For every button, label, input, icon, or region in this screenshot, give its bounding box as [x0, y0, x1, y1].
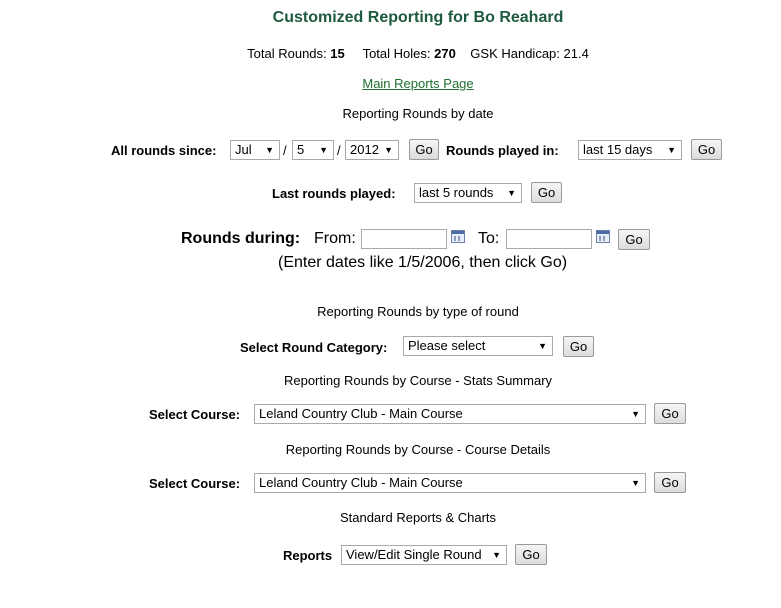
round-category-label: Select Round Category: [240, 340, 388, 355]
rounds-played-in-label: Rounds played in: [446, 143, 559, 158]
day-select[interactable] [292, 140, 334, 160]
month-select-value: Jul [235, 142, 252, 157]
stats-summary [0, 46, 781, 61]
course-summary-section-title: Reporting Rounds by Course - Stats Summary [283, 373, 553, 388]
month-select[interactable] [230, 140, 280, 160]
reports-go-button[interactable]: Go [515, 544, 547, 565]
chevron-down-icon: ▼ [384, 145, 393, 155]
handicap-label: GSK Handicap: [470, 46, 560, 61]
date-separator: / [283, 143, 287, 158]
main-reports-link-row [0, 76, 781, 91]
course-summary-label: Select Course: [149, 407, 241, 422]
calendar-icon[interactable] [451, 230, 465, 243]
total-holes-label: Total Holes: [362, 46, 431, 61]
round-category-select[interactable] [403, 336, 553, 356]
played-in-select[interactable] [578, 140, 682, 160]
course-details-select[interactable] [254, 473, 646, 493]
total-holes-value: 270 [434, 46, 456, 61]
year-select[interactable] [345, 140, 399, 160]
chevron-down-icon: ▼ [507, 188, 516, 198]
to-date-input[interactable] [506, 229, 592, 249]
to-label: To: [478, 230, 500, 247]
standard-reports-section-title: Standard Reports & Charts [339, 510, 497, 525]
played-in-select-value: last 15 days [583, 142, 653, 157]
chevron-down-icon: ▼ [319, 145, 328, 155]
course-details-select-value: Leland Country Club - Main Course [259, 475, 463, 490]
last-rounds-go-button[interactable]: Go [531, 182, 562, 203]
during-go-button[interactable]: Go [618, 229, 650, 250]
since-go-button[interactable]: Go [409, 139, 439, 160]
last-rounds-select[interactable] [414, 183, 522, 203]
calendar-icon[interactable] [596, 230, 610, 243]
total-rounds-value: 15 [330, 46, 345, 61]
chevron-down-icon: ▼ [538, 341, 547, 351]
chevron-down-icon: ▼ [667, 145, 676, 155]
chevron-down-icon: ▼ [631, 478, 640, 488]
chevron-down-icon: ▼ [631, 409, 640, 419]
main-reports-link[interactable]: Main Reports Page [362, 76, 474, 91]
handicap-value: 21.4 [563, 46, 589, 61]
all-rounds-since-label: All rounds since: [111, 143, 217, 158]
by-date-section-title: Reporting Rounds by date [342, 106, 494, 121]
reports-label: Reports [283, 548, 333, 563]
round-category-select-value: Please select [408, 338, 486, 353]
total-rounds-label: Total Rounds: [247, 46, 327, 61]
by-type-section-title: Reporting Rounds by type of round [317, 304, 519, 319]
last-rounds-select-value: last 5 rounds [419, 185, 494, 200]
from-label: From: [314, 230, 356, 247]
reports-select[interactable] [341, 545, 507, 565]
course-summary-select[interactable] [254, 404, 646, 424]
course-details-section-title: Reporting Rounds by Course - Course Details [285, 442, 551, 457]
day-select-value: 5 [297, 142, 305, 157]
chevron-down-icon: ▼ [265, 145, 274, 155]
category-go-button[interactable]: Go [563, 336, 594, 357]
date-separator: / [337, 143, 341, 158]
played-in-go-button[interactable]: Go [691, 139, 722, 160]
year-select-value: 2012 [350, 142, 379, 157]
course-summary-select-value: Leland Country Club - Main Course [259, 406, 463, 421]
reports-select-value: View/Edit Single Round [346, 547, 482, 562]
page-title: Customized Reporting for Bo Reahard [272, 9, 564, 26]
course-details-label: Select Course: [149, 476, 241, 491]
date-format-hint: (Enter dates like 1/5/2006, then click Go) [278, 254, 568, 271]
last-rounds-played-label: Last rounds played: [272, 186, 396, 201]
chevron-down-icon: ▼ [492, 550, 501, 560]
rounds-during-label: Rounds during: [181, 230, 301, 247]
course-summary-go-button[interactable]: Go [654, 403, 686, 424]
course-details-go-button[interactable]: Go [654, 472, 686, 493]
from-date-input[interactable] [361, 229, 447, 249]
